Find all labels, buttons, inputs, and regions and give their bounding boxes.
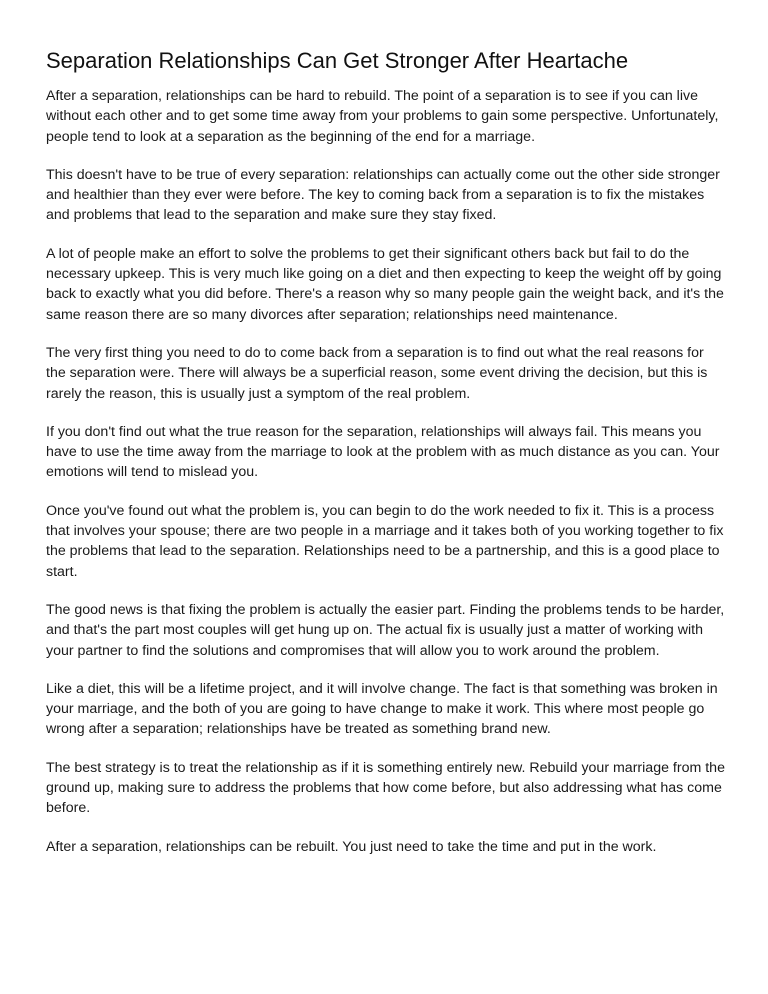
paragraph-6: Once you've found out what the problem is, you can begin to do the work needed to fix it. This is a process that involves your spouse; there are two people in a marriage and it takes both of you working together to fix the problems that lead to the separation. Relationships need to be a partnership, and this is a good place to start. xyxy=(46,502,724,580)
document-page xyxy=(46,46,726,875)
paragraph-2: This doesn't have to be true of every separation: relationships can actually come out the other side stronger and healthier than they ever were before. The key to coming back from a separation is to fix the mistakes and problems that lead to the separation and make sure they stay fixed. xyxy=(46,166,720,224)
paragraph-8: Like a diet, this will be a lifetime project, and it will involve change. The fact is that something was broken in your marriage, and the both of you are going to have change to make it work. This where most people go wrong after a separation; relationships have be treated as something brand new. xyxy=(46,680,718,738)
document-title: Separation Relationships Can Get Stronger After Heartache xyxy=(46,48,629,73)
paragraph-4: The very first thing you need to do to come back from a separation is to find out what the real reasons for the separation were. There will always be a superficial reason, some event driving the decision, but this is rarely the reason, this is usually just a symptom of the real problem. xyxy=(46,344,708,402)
paragraph-5: If you don't find out what the true reason for the separation, relationships will always fail. This means you have to use the time away from the marriage to look at the problem with as much distance as you can. Your emotions will tend to mislead you. xyxy=(46,423,720,481)
paragraph-7: The good news is that fixing the problem is actually the easier part. Finding the problems tends to be harder, and that's the part most couples will get hung up on. The actual fix is usually just a matter of working with your partner to find the solutions and compromises that will allow you to work around the problem. xyxy=(46,601,725,659)
paragraph-3: A lot of people make an effort to solve the problems to get their significant others back but fail to do the necessary upkeep. This is very much like going on a diet and then expecting to keep the weight off by going back to exactly what you did before. There's a reason why so many people gain the weight back, and it's the same reason there are so many divorces after separation; relationships need maintenance. xyxy=(46,245,724,323)
paragraph-9: The best strategy is to treat the relationship as if it is something entirely new. Rebuild your marriage from the ground up, making sure to address the problems that how come before, but also addressing what has come before. xyxy=(46,759,725,817)
paragraph-1: After a separation, relationships can be hard to rebuild. The point of a separation is to see if you can live without each other and to get some time away from your problems to gain some perspective. Unfortunately, people tend to look at a separation as the beginning of the end for a marriage. xyxy=(46,88,719,145)
paragraph-10: After a separation, relationships can be rebuilt. You just need to take the time and put in the work. xyxy=(46,838,657,855)
